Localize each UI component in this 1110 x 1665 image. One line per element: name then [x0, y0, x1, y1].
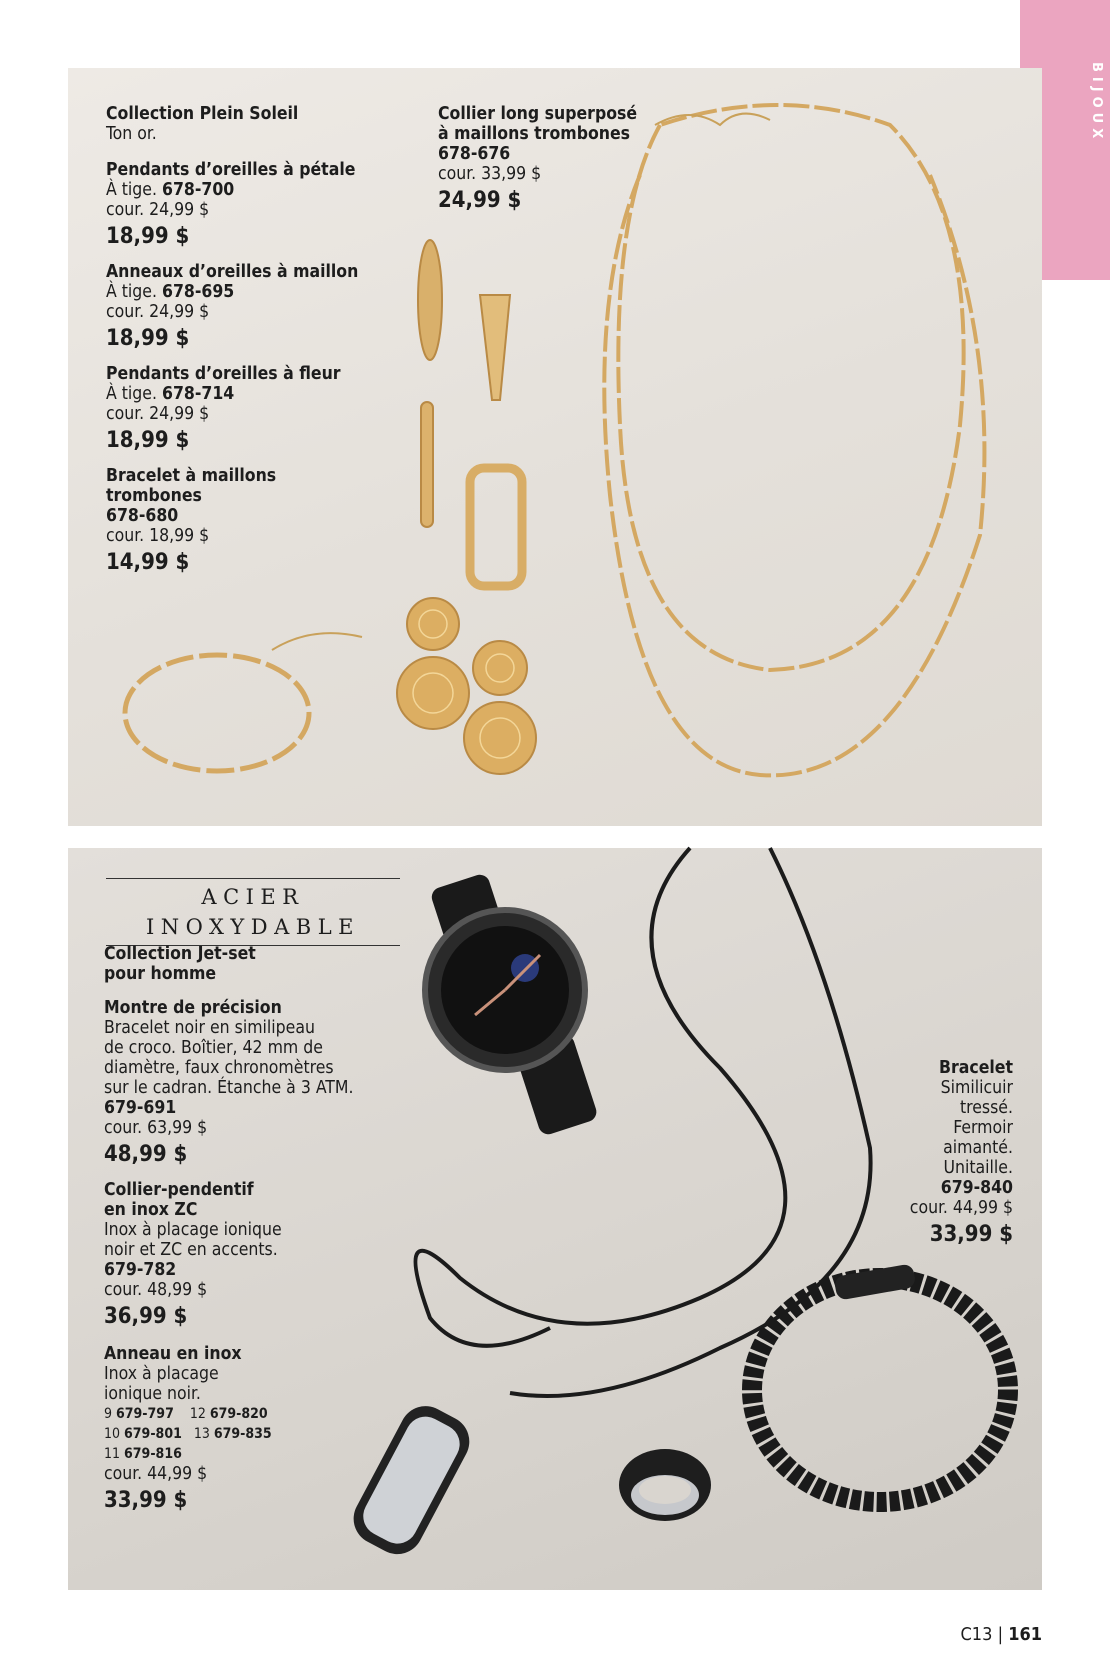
steel-ring-image — [615, 1440, 715, 1530]
product-detail: À tige. 678-700 — [106, 180, 235, 200]
sale-price: 36,99 $ — [104, 1304, 188, 1329]
sale-price: 14,99 $ — [106, 550, 190, 575]
product-name: Collier-pendentif — [104, 1180, 254, 1200]
product-desc-line: Inox à placage — [104, 1364, 219, 1384]
product-desc-line: noir et ZC en accents. — [104, 1240, 278, 1260]
dog-tag-pendant-image — [345, 1395, 475, 1575]
product-name-cont: trombones — [106, 486, 202, 506]
regular-price: cour. 48,99 $ — [104, 1280, 208, 1300]
product-detail: À tige. 678-695 — [106, 282, 235, 302]
product-desc-line: diamètre, faux chronomètres — [104, 1058, 334, 1078]
regular-price: cour. 24,99 $ — [106, 200, 210, 220]
product-code: 679-840 — [940, 1178, 1013, 1198]
page-number — [960, 1624, 1042, 1645]
product-code: 678-700 — [162, 180, 235, 200]
collection-subtitle: Ton or. — [106, 124, 157, 144]
jetset-text-block — [104, 944, 353, 1514]
product-code: 679-782 — [104, 1260, 177, 1280]
ring-sizes-row: 10 679-801 13 679-835 — [104, 1426, 272, 1442]
size-code: 679-835 — [213, 1426, 272, 1442]
product-name-cont: à maillons trombones — [438, 124, 631, 144]
bracelet-text-block — [910, 1058, 1013, 1248]
size-code: 679-816 — [124, 1446, 182, 1462]
regular-price: cour. 33,99 $ — [438, 164, 542, 184]
sale-price: 33,99 $ — [104, 1488, 188, 1513]
product-code: 678-714 — [162, 384, 235, 404]
sale-price: 24,99 $ — [438, 188, 522, 213]
gold-bracelet-image — [112, 625, 332, 790]
section-code: C13 — [960, 1624, 993, 1645]
product-desc-line: tressé. — [959, 1098, 1013, 1118]
product-name: Montre de précision — [104, 998, 282, 1018]
product-desc-line: ionique noir. — [104, 1384, 201, 1404]
size-code: 679-801 — [124, 1426, 182, 1442]
ring-sizes-row: 9 679-797 12 679-820 — [104, 1406, 268, 1422]
product-desc-line: Bracelet noir en similipeau — [104, 1018, 315, 1038]
petal-earrings-image — [412, 235, 522, 410]
gold-necklace-image — [600, 95, 1020, 795]
sale-price: 18,99 $ — [106, 224, 190, 249]
regular-price: cour. 18,99 $ — [106, 526, 210, 546]
sale-price: 33,99 $ — [929, 1222, 1013, 1247]
product-name: Bracelet à maillons — [106, 466, 277, 486]
product-name: Collier long superposé — [438, 104, 638, 124]
sale-price: 48,99 $ — [104, 1142, 188, 1167]
product-desc-line: Inox à placage ionique — [104, 1220, 282, 1240]
product-code: 678-680 — [106, 506, 179, 526]
separator: | — [997, 1624, 1004, 1645]
collection-title: Collection Plein Soleil — [106, 104, 299, 124]
section-heading: ACIER INOXYDABLE — [106, 878, 400, 946]
collier-text-block — [438, 104, 637, 214]
product-name: Anneau en inox — [104, 1344, 242, 1364]
product-desc-line: sur le cadran. Étanche à 3 ATM. — [104, 1078, 354, 1098]
regular-price: cour. 44,99 $ — [909, 1198, 1013, 1218]
regular-price: cour. 44,99 $ — [104, 1464, 208, 1484]
product-name: Pendants d’oreilles à fleur — [106, 364, 341, 384]
collection-title: Collection Jet-set — [104, 944, 256, 964]
product-name-cont: en inox ZC — [104, 1200, 198, 1220]
link-hoop-earrings-image — [415, 400, 535, 590]
product-name: Anneaux d’oreilles à maillon — [106, 262, 359, 282]
product-name: Pendants d’oreilles à pétale — [106, 160, 356, 180]
section-tab-label: BIJOUX — [1089, 62, 1104, 144]
flower-earrings-image — [390, 598, 540, 798]
product-detail: À tige. 678-714 — [106, 384, 235, 404]
size-code: 679-797 — [116, 1406, 174, 1422]
regular-price: cour. 24,99 $ — [106, 302, 210, 322]
product-desc-line: Unitaille. — [943, 1158, 1013, 1178]
ring-sizes-row: 11 679-816 — [104, 1446, 182, 1462]
sale-price: 18,99 $ — [106, 428, 190, 453]
product-name: Bracelet — [939, 1058, 1013, 1078]
collection-title-cont: pour homme — [104, 964, 217, 984]
product-desc-line: aimanté. — [943, 1138, 1013, 1158]
product-desc-line: Fermoir — [953, 1118, 1013, 1138]
watch-image — [415, 880, 605, 1130]
product-code: 678-695 — [162, 282, 235, 302]
size-code: 679-820 — [209, 1406, 268, 1422]
product-code: 679-691 — [104, 1098, 177, 1118]
product-desc-line: Similicuir — [940, 1078, 1013, 1098]
product-desc-line: de croco. Boîtier, 42 mm de — [104, 1038, 323, 1058]
braided-bracelet-image — [740, 1260, 1020, 1520]
regular-price: cour. 63,99 $ — [104, 1118, 208, 1138]
regular-price: cour. 24,99 $ — [106, 404, 210, 424]
page-index: 161 — [1008, 1624, 1042, 1645]
sale-price: 18,99 $ — [106, 326, 190, 351]
plein-soleil-text-block — [106, 104, 358, 576]
product-code: 678-676 — [438, 144, 511, 164]
